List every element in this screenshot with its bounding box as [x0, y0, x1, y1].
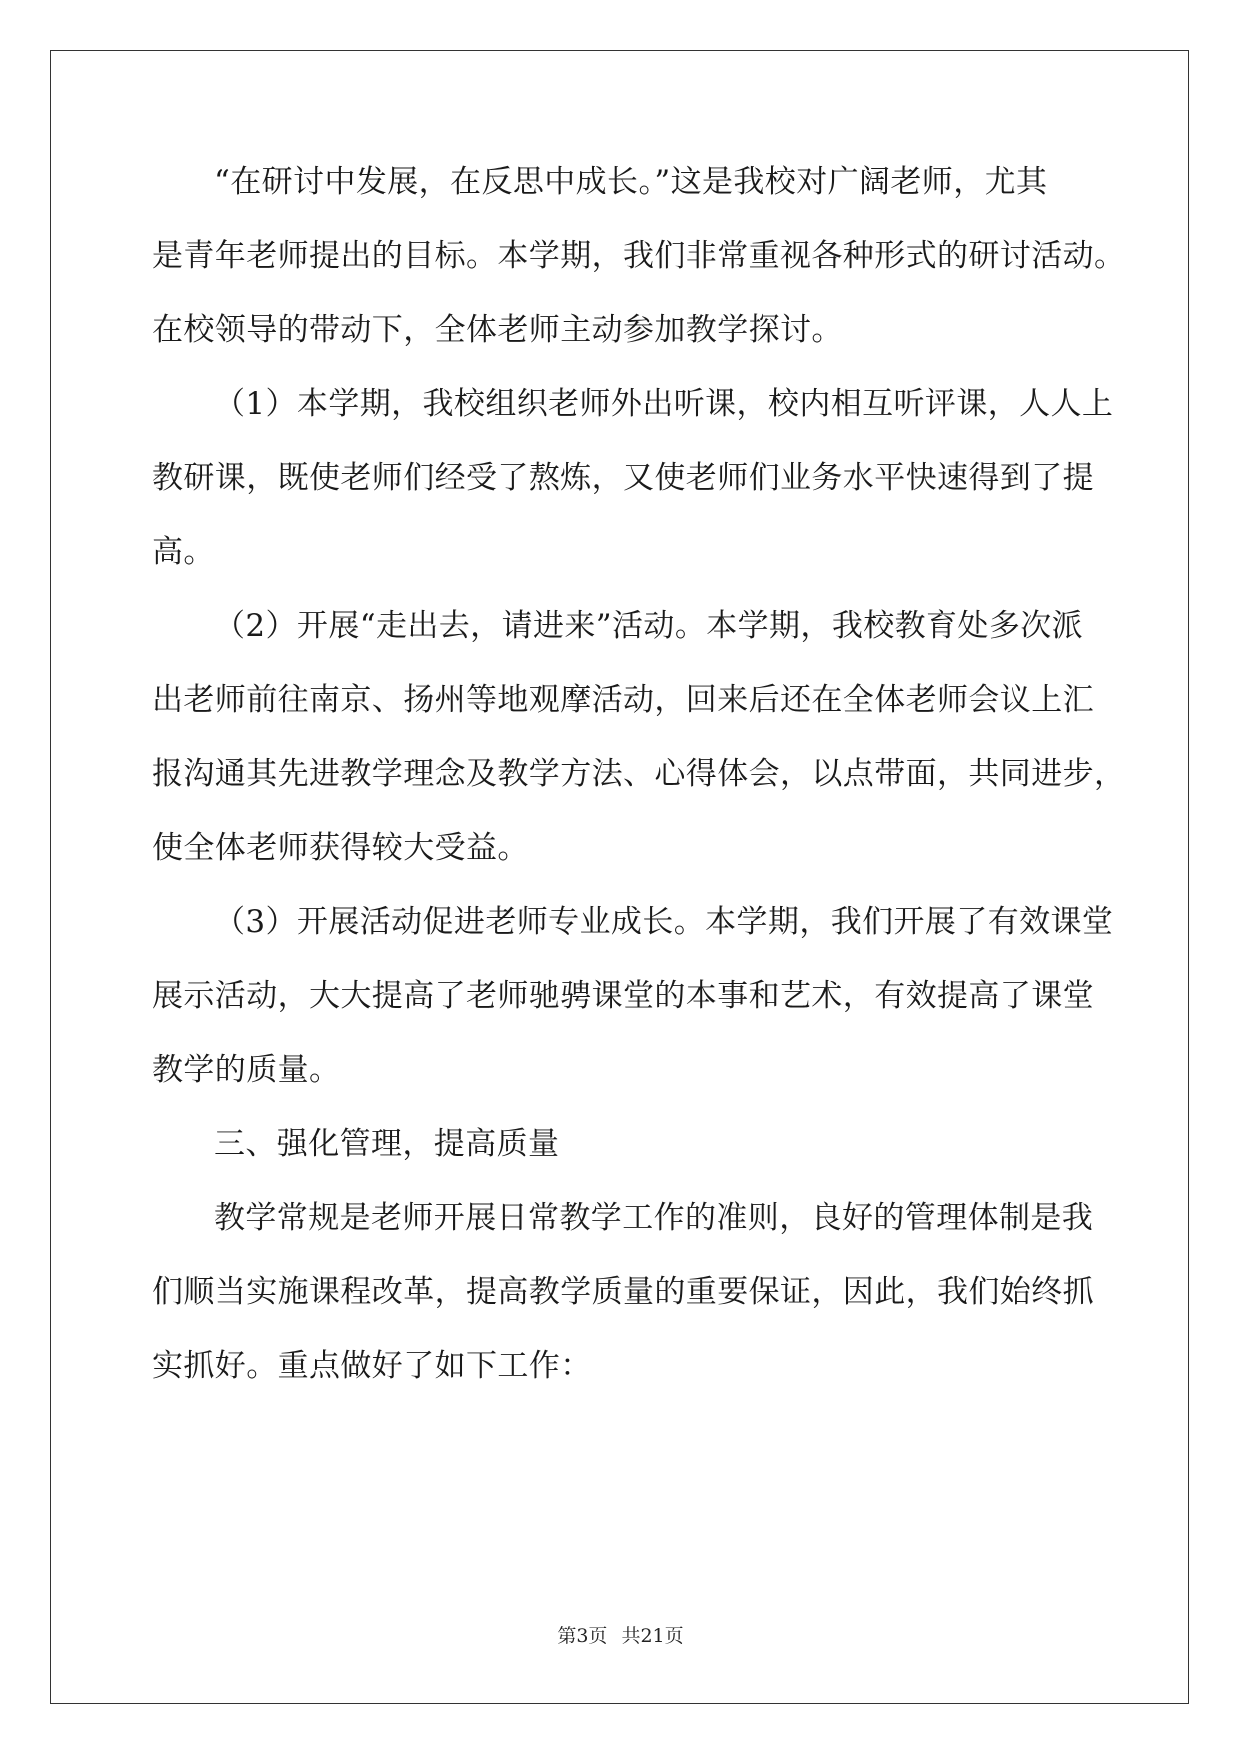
- text-line: （3）开展活动促进老师专业成长。本学期，我们开展了有效课堂: [214, 904, 1114, 940]
- text-line: 在校领导的带动下，全体老师主动参加教学探讨。: [152, 312, 843, 348]
- text-line: 们顺当实施课程改革，提高教学质量的重要保证，因此，我们始终抓: [152, 1274, 1094, 1310]
- text-line: 教学常规是老师开展日常教学工作的准则，良好的管理体制是我: [214, 1200, 1094, 1236]
- text-line: 实抓好。重点做好了如下工作：: [152, 1348, 592, 1384]
- section-heading: 三、强化管理，提高质量: [214, 1126, 560, 1162]
- text-line: 教学的质量。: [152, 1052, 341, 1088]
- text-line: 是青年老师提出的目标。本学期，我们非常重视各种形式的研讨活动。: [152, 238, 1126, 274]
- page-footer: [0, 1624, 1241, 1648]
- text-line: （2）开展“走出去，请进来”活动。本学期，我校教育处多次派: [214, 608, 1084, 644]
- text-line: 出老师前往南京、扬州等地观摩活动，回来后还在全体老师会议上汇: [152, 682, 1094, 718]
- text-line: （1）本学期，我校组织老师外出听课，校内相互听评课，人人上: [214, 386, 1114, 422]
- text-line: 使全体老师获得较大受益。: [152, 830, 529, 866]
- text-line: 教研课，既使老师们经受了熬炼，又使老师们业务水平快速得到了提: [152, 460, 1094, 496]
- text-line: “在研讨中发展，在反思中成长。”这是我校对广阔老师，尤其: [214, 164, 1048, 200]
- text-line: 展示活动，大大提高了老师驰骋课堂的本事和艺术，有效提高了课堂: [152, 978, 1094, 1014]
- page-border: [50, 50, 1189, 1704]
- text-line: 报沟通其先进教学理念及教学方法、心得体会，以点带面，共同进步，: [152, 756, 1126, 792]
- page-number: 第3页: [557, 1625, 608, 1647]
- text-line: 高。: [152, 534, 215, 570]
- page-total: 共21页: [621, 1625, 684, 1647]
